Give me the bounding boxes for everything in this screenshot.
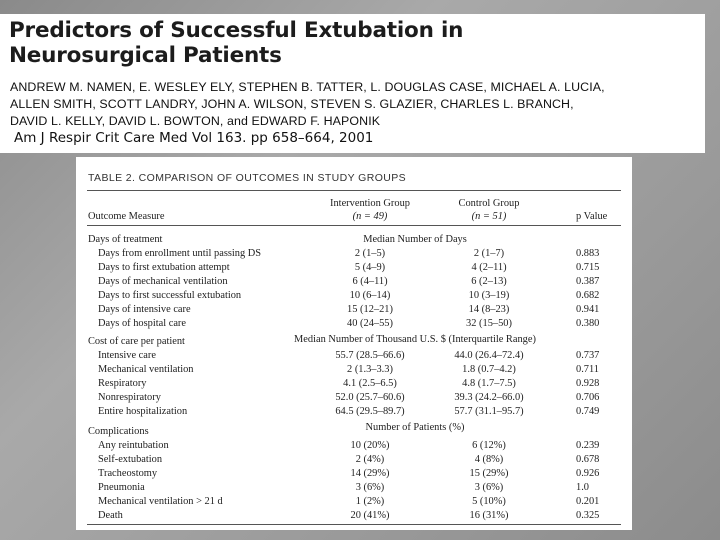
row-measure: Respiratory xyxy=(98,378,147,389)
authors-line-1: ANDREW M. NAMEN, E. WESLEY ELY, STEPHEN B. TATTER, L. DOUGLAS CASE, MICHAEL A. LUCIA, xyxy=(10,80,605,94)
row-intervention: 6 (4–11) xyxy=(352,276,388,287)
row-control: 57.7 (31.1–95.7) xyxy=(454,406,524,417)
col-header-control-n: (n = 51) xyxy=(471,211,507,222)
row-measure: Intensive care xyxy=(98,350,156,361)
row-control: 16 (31%) xyxy=(469,510,509,521)
row-intervention: 10 (6–14) xyxy=(349,290,391,301)
row-control: 6 (12%) xyxy=(472,440,506,451)
row-intervention: 52.0 (25.7–60.6) xyxy=(335,392,405,403)
row-p-value: 0.682 xyxy=(576,290,600,301)
row-p-value: 0.678 xyxy=(576,454,600,465)
row-intervention: 2 (4%) xyxy=(355,454,385,465)
row-control: 4.8 (1.7–7.5) xyxy=(462,378,516,389)
section-label: Cost of care per patient xyxy=(88,336,185,347)
row-measure: Mechanical ventilation xyxy=(98,364,194,375)
row-p-value: 0.325 xyxy=(576,510,600,521)
row-measure: Days of hospital care xyxy=(98,318,187,329)
row-intervention: 10 (20%) xyxy=(350,440,390,451)
row-intervention: 55.7 (28.5–66.6) xyxy=(335,350,405,361)
row-control: 1.8 (0.7–4.2) xyxy=(462,364,516,375)
row-control: 39.3 (24.2–66.0) xyxy=(454,392,524,403)
row-p-value: 0.711 xyxy=(576,364,599,375)
row-p-value: 0.941 xyxy=(576,304,600,315)
title-line-2: Neurosurgical Patients xyxy=(9,43,282,68)
row-measure: Days to first successful extubation xyxy=(98,290,242,301)
section-subheader: Median Number of Thousand U.S. $ (Interquartile Range) xyxy=(294,334,536,345)
row-control: 5 (10%) xyxy=(472,496,506,507)
row-control: 4 (8%) xyxy=(474,454,504,465)
row-p-value: 0.380 xyxy=(576,318,600,329)
row-control: 4 (2–11) xyxy=(471,262,507,273)
row-intervention: 5 (4–9) xyxy=(354,262,386,273)
row-control: 2 (1–7) xyxy=(473,248,505,259)
outcomes-table xyxy=(76,157,632,530)
row-intervention: 2 (1.3–3.3) xyxy=(347,364,393,375)
row-p-value: 0.239 xyxy=(576,440,600,451)
row-control: 32 (15–50) xyxy=(466,318,512,329)
paper-header xyxy=(0,14,705,153)
table-bottom-rule xyxy=(87,524,621,525)
col-header-intervention-n: (n = 49) xyxy=(352,211,388,222)
table-title: TABLE 2. COMPARISON OF OUTCOMES IN STUDY GROUPS xyxy=(88,172,407,184)
row-intervention: 1 (2%) xyxy=(355,496,385,507)
row-p-value: 0.715 xyxy=(576,262,600,273)
row-measure: Days of mechanical ventilation xyxy=(98,276,228,287)
row-measure: Mechanical ventilation > 21 d xyxy=(98,496,223,507)
row-intervention: 14 (29%) xyxy=(350,468,390,479)
row-control: 10 (3–19) xyxy=(468,290,510,301)
row-measure: Pneumonia xyxy=(98,482,145,493)
row-measure: Self-extubation xyxy=(98,454,163,465)
journal-citation: Am J Respir Crit Care Med Vol 163. pp 658–664, 2001 xyxy=(14,130,374,146)
row-intervention: 3 (6%) xyxy=(355,482,385,493)
row-intervention: 20 (41%) xyxy=(350,510,390,521)
title-line-1: Predictors of Successful Extubation in xyxy=(9,18,464,43)
col-header-intervention: Intervention Group xyxy=(330,198,410,209)
row-measure: Tracheostomy xyxy=(98,468,158,479)
header-rule xyxy=(87,225,621,226)
row-p-value: 0.749 xyxy=(576,406,600,417)
row-measure: Death xyxy=(98,510,123,521)
row-intervention: 2 (1–5) xyxy=(354,248,386,259)
row-control: 14 (8–23) xyxy=(468,304,510,315)
section-subheader: Number of Patients (%) xyxy=(365,422,465,433)
row-p-value: 0.928 xyxy=(576,378,600,389)
row-intervention: 15 (12–21) xyxy=(347,304,393,315)
row-p-value: 0.737 xyxy=(576,350,600,361)
row-intervention: 4.1 (2.5–6.5) xyxy=(343,378,397,389)
row-p-value: 0.926 xyxy=(576,468,600,479)
section-label: Complications xyxy=(88,426,149,437)
section-subheader: Median Number of Days xyxy=(363,234,467,245)
row-measure: Entire hospitalization xyxy=(98,406,188,417)
row-p-value: 0.706 xyxy=(576,392,600,403)
row-control: 15 (29%) xyxy=(469,468,509,479)
paper-title xyxy=(9,18,463,68)
row-control: 3 (6%) xyxy=(474,482,504,493)
row-p-value: 0.201 xyxy=(576,496,600,507)
row-measure: Days of intensive care xyxy=(98,304,191,315)
row-intervention: 64.5 (29.5–89.7) xyxy=(335,406,405,417)
authors-line-3: DAVID L. KELLY, DAVID L. BOWTON, and EDWARD F. HAPONIK xyxy=(10,114,381,128)
row-control: 44.0 (26.4–72.4) xyxy=(454,350,524,361)
row-control: 6 (2–13) xyxy=(471,276,507,287)
col-header-outcome: Outcome Measure xyxy=(88,211,165,222)
table-top-rule xyxy=(87,190,621,191)
authors-line-2: ALLEN SMITH, SCOTT LANDRY, JOHN A. WILSON, STEVEN S. GLAZIER, CHARLES L. BRANCH, xyxy=(10,97,574,111)
row-p-value: 1.0 xyxy=(576,482,589,493)
col-header-p-value: p Value xyxy=(576,211,608,222)
col-header-control: Control Group xyxy=(458,198,520,209)
row-intervention: 40 (24–55) xyxy=(347,318,393,329)
section-label: Days of treatment xyxy=(88,234,163,245)
row-measure: Days to first extubation attempt xyxy=(98,262,230,273)
row-measure: Nonrespiratory xyxy=(98,392,161,403)
row-p-value: 0.883 xyxy=(576,248,600,259)
row-measure: Any reintubation xyxy=(98,440,169,451)
author-list xyxy=(10,79,700,130)
row-p-value: 0.387 xyxy=(576,276,600,287)
row-measure: Days from enrollment until passing DS xyxy=(98,248,262,259)
